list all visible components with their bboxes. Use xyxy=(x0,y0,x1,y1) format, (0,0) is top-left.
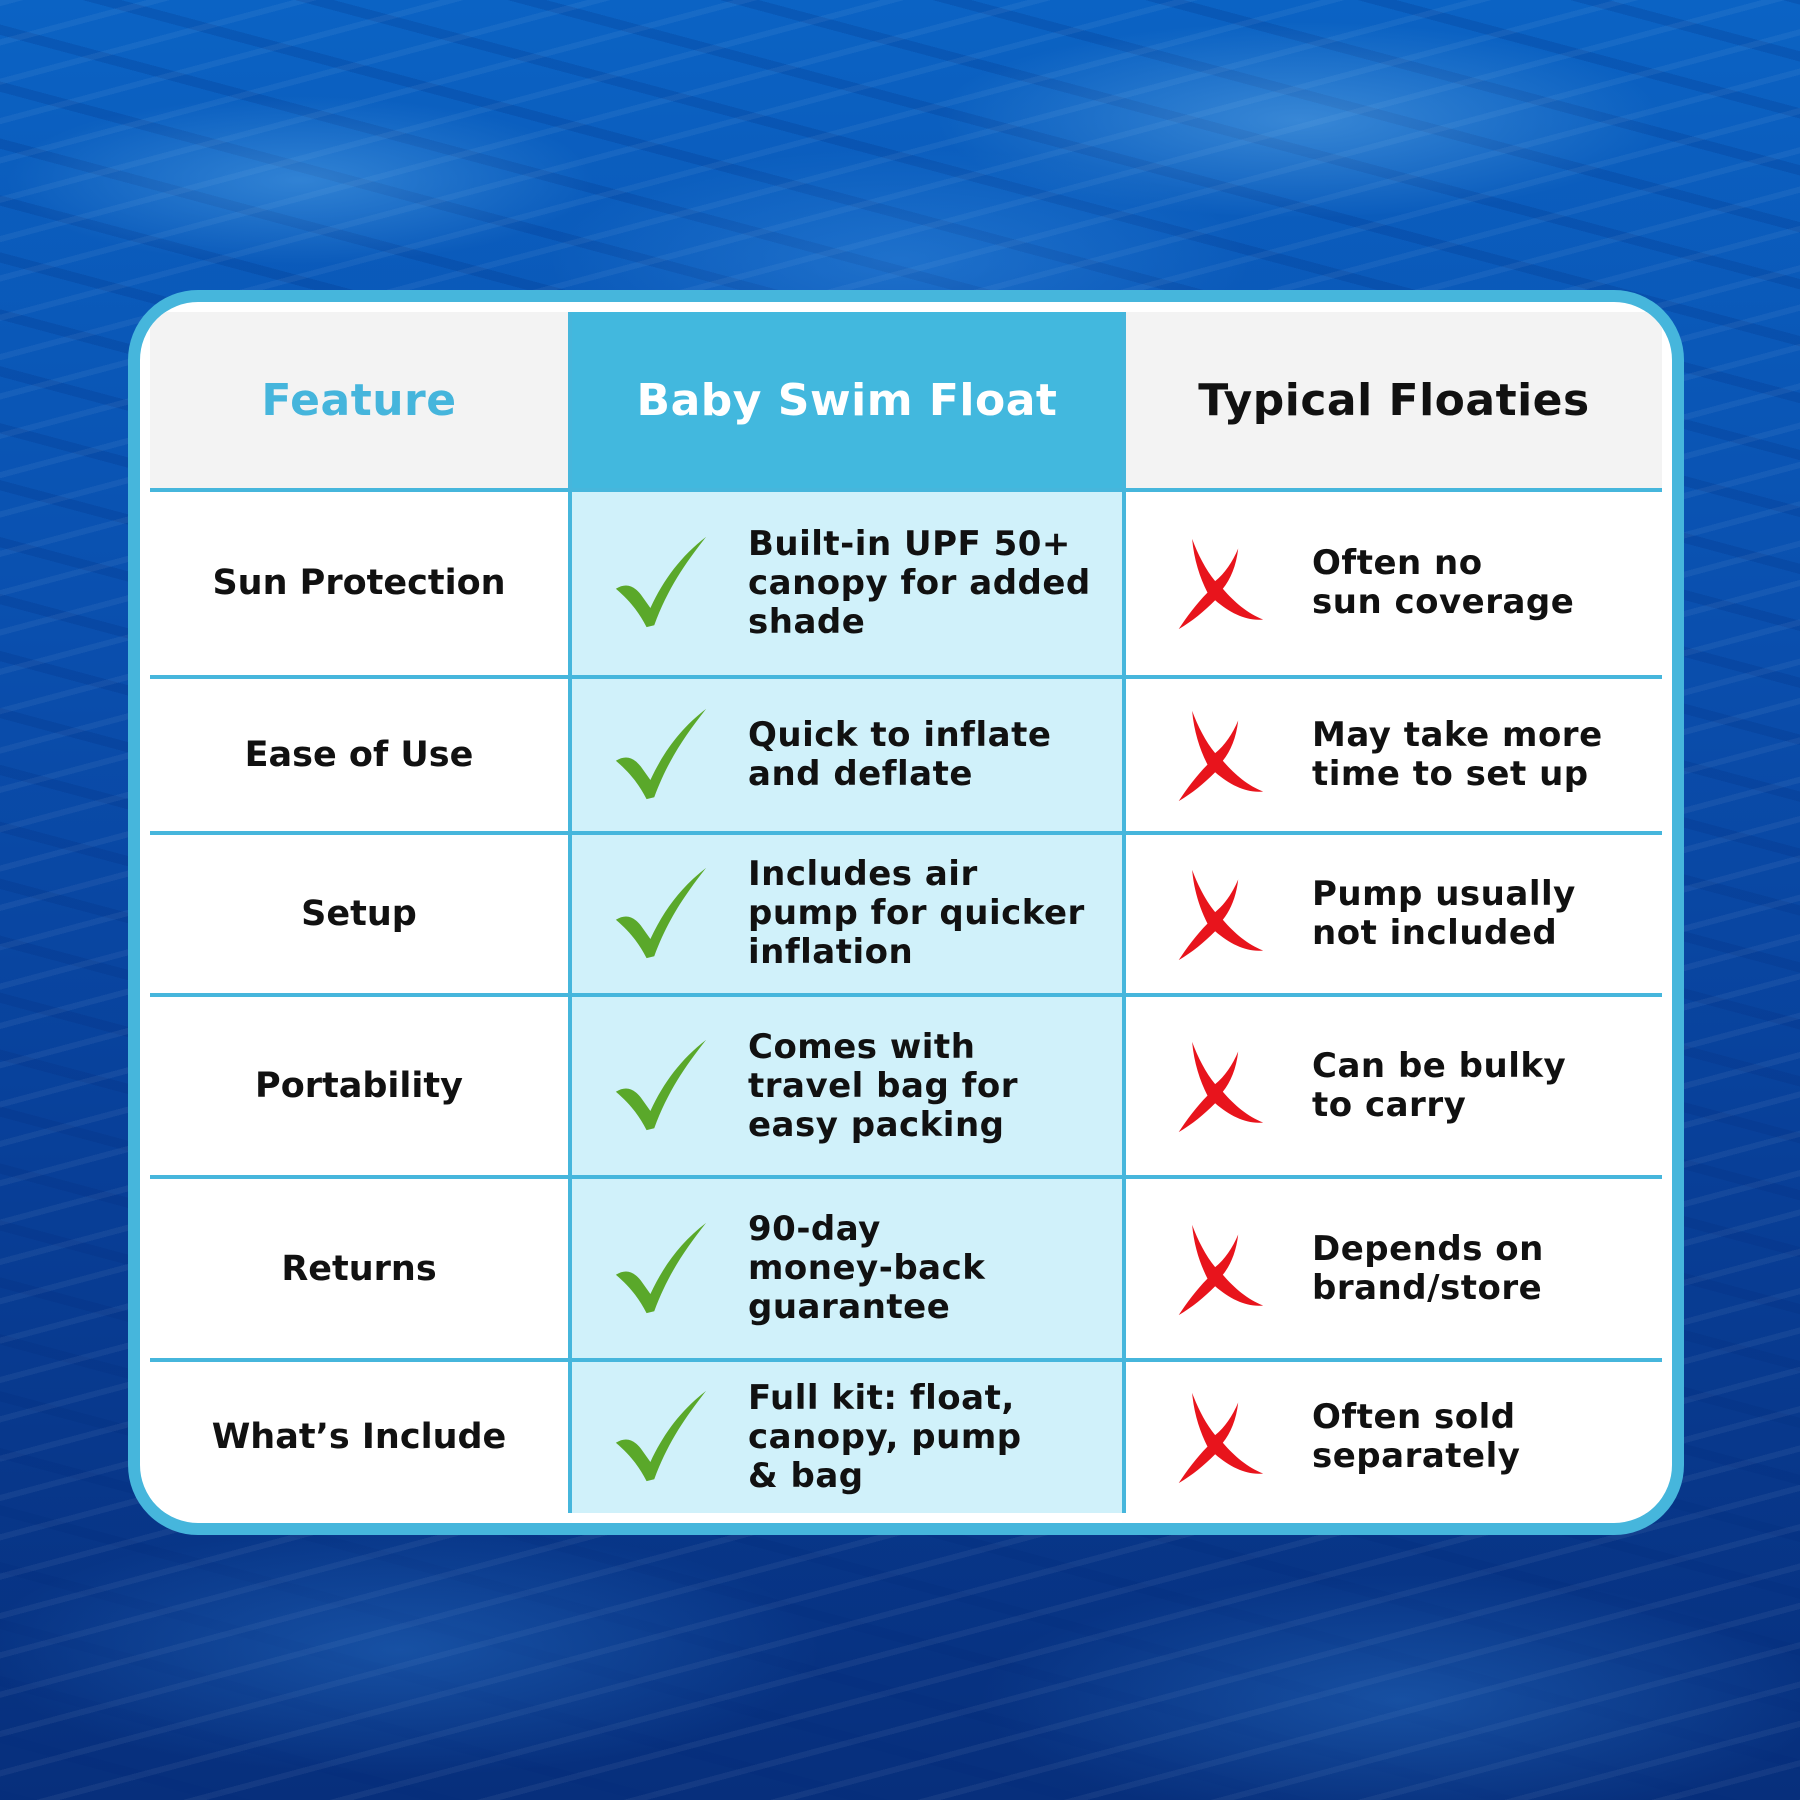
typical-floaties-cell xyxy=(1124,995,1662,1177)
typical-floaties-cell xyxy=(1124,1360,1662,1513)
ours-text-line: money-back xyxy=(748,1248,986,1289)
baby-swim-float-cell xyxy=(570,833,1124,995)
table-row xyxy=(150,1360,1662,1513)
ours-text-line: & bag xyxy=(748,1455,864,1496)
theirs-text xyxy=(1312,1047,1566,1125)
theirs-text xyxy=(1312,1398,1520,1476)
ours-text-line: guarantee xyxy=(748,1287,951,1328)
ours-text-line: Full kit: float, xyxy=(748,1377,1015,1418)
green-check-icon xyxy=(572,1038,748,1134)
baby-swim-float-cell xyxy=(570,1360,1124,1513)
baby-swim-float-cell xyxy=(570,490,1124,676)
header-typical-floaties: Typical Floaties xyxy=(1124,312,1662,490)
feature-cell: Portability xyxy=(150,995,570,1177)
ours-text xyxy=(748,1210,985,1327)
feature-cell: Setup xyxy=(150,833,570,995)
green-check-icon xyxy=(572,1389,748,1485)
baby-swim-float-cell xyxy=(570,1177,1124,1359)
ours-text xyxy=(748,855,1085,972)
red-x-icon xyxy=(1126,1221,1312,1317)
theirs-text-line: to carry xyxy=(1312,1085,1467,1126)
table-row xyxy=(150,490,1662,676)
theirs-text-line: May take more xyxy=(1312,714,1603,755)
table-row xyxy=(150,677,1662,833)
table-row xyxy=(150,1177,1662,1359)
feature-cell: What’s Include xyxy=(150,1360,570,1513)
ours-text xyxy=(748,1028,1018,1145)
ours-text-line: Quick to inflate xyxy=(748,714,1052,755)
feature-cell: Returns xyxy=(150,1177,570,1359)
red-x-icon xyxy=(1126,535,1312,631)
theirs-text-line: Often sold xyxy=(1312,1397,1516,1438)
theirs-text-line: not included xyxy=(1312,912,1558,953)
theirs-text-line: Depends on xyxy=(1312,1228,1544,1269)
comparison-table xyxy=(150,312,1662,1513)
theirs-text-line: Pump usually xyxy=(1312,873,1576,914)
ours-text xyxy=(748,716,1051,794)
theirs-text xyxy=(1312,1230,1544,1308)
header-baby-swim-float: Baby Swim Float xyxy=(570,312,1124,490)
header-feature: Feature xyxy=(150,312,570,490)
green-check-icon xyxy=(572,707,748,803)
ours-text-line: inflation xyxy=(748,932,914,973)
theirs-text xyxy=(1312,875,1576,953)
baby-swim-float-cell xyxy=(570,677,1124,833)
feature-cell: Sun Protection xyxy=(150,490,570,676)
red-x-icon xyxy=(1126,707,1312,803)
theirs-text-line: Often no xyxy=(1312,543,1483,584)
ours-text-line: canopy, pump xyxy=(748,1416,1022,1457)
ours-text-line: Comes with xyxy=(748,1026,976,1067)
red-x-icon xyxy=(1126,866,1312,962)
header-row xyxy=(150,312,1662,490)
ours-text xyxy=(748,525,1091,642)
theirs-text-line: sun coverage xyxy=(1312,582,1575,623)
green-check-icon xyxy=(572,866,748,962)
green-check-icon xyxy=(572,1221,748,1317)
typical-floaties-cell xyxy=(1124,490,1662,676)
ours-text xyxy=(748,1379,1022,1496)
ours-text-line: Includes air xyxy=(748,854,978,895)
ours-text-line: canopy for added xyxy=(748,562,1091,603)
green-check-icon xyxy=(572,535,748,631)
ours-text-line: shade xyxy=(748,601,866,642)
typical-floaties-cell xyxy=(1124,1177,1662,1359)
ours-text-line: pump for quicker xyxy=(748,893,1085,934)
table-row xyxy=(150,995,1662,1177)
ours-text-line: travel bag for xyxy=(748,1065,1019,1106)
theirs-text xyxy=(1312,716,1603,794)
ours-text-line: Built-in UPF 50+ xyxy=(748,523,1071,564)
theirs-text-line: time to set up xyxy=(1312,753,1589,794)
table-row xyxy=(150,833,1662,995)
feature-cell: Ease of Use xyxy=(150,677,570,833)
baby-swim-float-cell xyxy=(570,995,1124,1177)
theirs-text xyxy=(1312,544,1574,622)
ours-text-line: easy packing xyxy=(748,1104,1005,1145)
theirs-text-line: brand/store xyxy=(1312,1267,1543,1308)
ours-text-line: and deflate xyxy=(748,753,973,794)
theirs-text-line: Can be bulky xyxy=(1312,1046,1567,1087)
comparison-card xyxy=(128,290,1684,1535)
theirs-text-line: separately xyxy=(1312,1436,1521,1477)
red-x-icon xyxy=(1126,1038,1312,1134)
ours-text-line: 90-day xyxy=(748,1209,881,1250)
typical-floaties-cell xyxy=(1124,833,1662,995)
red-x-icon xyxy=(1126,1389,1312,1485)
typical-floaties-cell xyxy=(1124,677,1662,833)
